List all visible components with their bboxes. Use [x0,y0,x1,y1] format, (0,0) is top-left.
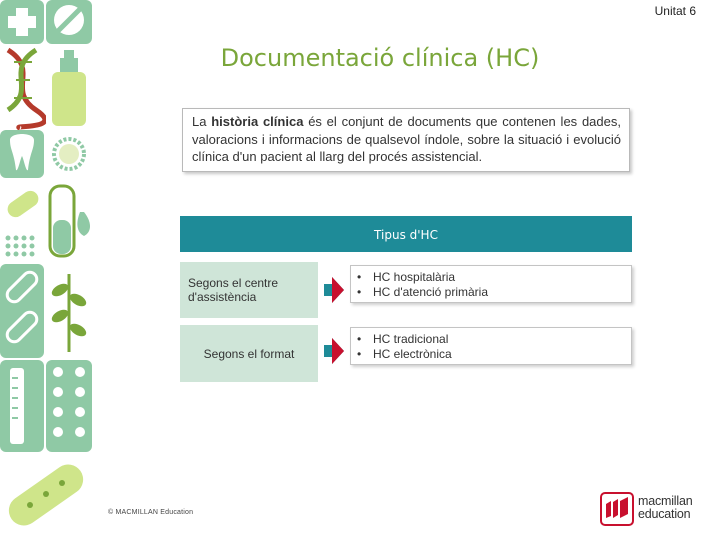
definition-term: història clínica [211,114,304,129]
arrow-right-icon [324,277,344,303]
decorative-sidebar [0,0,92,540]
items-list-format [350,327,632,365]
definition-box [182,108,630,172]
arrow-right-icon [324,338,344,364]
copyright-notice: © MACMILLAN Education [108,509,194,516]
ruler-icon [10,368,24,444]
list-item: • HC electrònica [357,347,625,362]
items-list-care-center [350,265,632,303]
definition-intro: La [192,114,212,129]
list-item: • HC hospitalària [357,270,625,285]
logo-line1: macmillan [638,494,693,508]
category-label: Segons el centre d'assistència [188,276,279,304]
category-label: Segons el format [203,346,295,361]
logo-line2: education [638,507,691,521]
unit-label: Unitat 6 [654,4,696,18]
blister-tile [46,360,92,452]
macmillan-logo [600,492,710,526]
definition-rest: és el conjunt de documents que contenen les dades, valoracions i informacions de qualsevol índole, sobre la situació i evolució clínica d'un pacient al llarg del procés assistencial. [192,114,621,164]
logo-text [638,495,692,521]
category-care-center [180,262,318,318]
list-item: • HC d'atenció primària [357,285,625,300]
bottle-icon [52,72,86,126]
page-title: Documentació clínica (HC) [220,44,540,72]
list-item: • HC tradicional [357,332,625,347]
macmillan-logo-icon [600,492,634,526]
types-heading: Tipus d'HC [180,216,632,252]
category-format [180,325,318,382]
